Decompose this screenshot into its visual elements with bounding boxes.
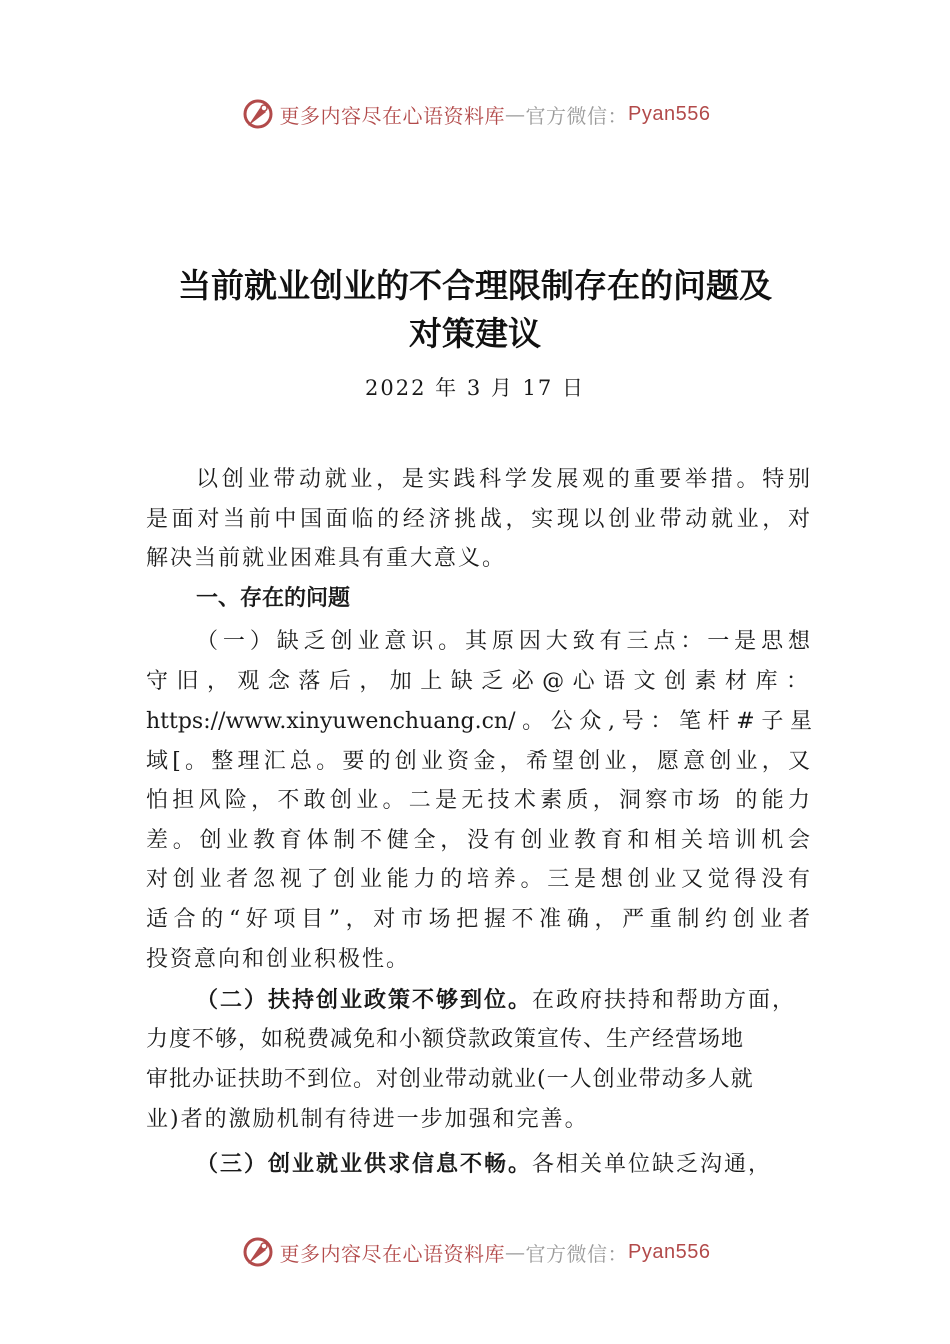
subheading-policy: （二）扶持创业政策不够到位。 [196, 987, 533, 1013]
pen-nib-logo-icon [240, 96, 276, 132]
body-line: 业)者的激励机制有待进一步加强和完善。 [146, 1107, 589, 1132]
document-title-line1: 当前就业创业的不合理限制存在的问题及 [178, 266, 772, 305]
body-line: 差。创业教育体制不健全，没有创业教育和相关培训机会 [146, 828, 812, 853]
document-date: 2022 年 3 月 17 日 [365, 376, 585, 400]
body-line: 力度不够，如税费减免和小额贷款政策宣传、生产经营场地 [146, 1027, 745, 1052]
document-title-line2: 对策建议 [409, 314, 541, 353]
body-line: https://www.xinyuwenchuang.cn/。公众,号：笔杆#子星 [146, 709, 812, 734]
body-line: 对创业者忽视了创业能力的培养。三是想创业又觉得没有 [146, 867, 812, 892]
banner-label: 官方微信： [525, 1241, 629, 1266]
body-line: （一）缺乏创业意识。其原因大致有三点：一是思想 [196, 629, 812, 654]
banner-dash: — [505, 102, 526, 126]
section-heading: 一、存在的问题 [196, 586, 351, 611]
body-line: 是面对当前中国面临的经济挑战，实现以创业带动就业，对 [146, 507, 812, 532]
body-line: 解决当前就业困难具有重大意义。 [146, 546, 507, 571]
body-text: 在政府扶持和帮助方面， [532, 988, 797, 1013]
subheading-info: （三）创业就业供求信息不畅。 [196, 1151, 533, 1177]
footer-banner [0, 1232, 950, 1272]
banner-wechat-id: Pyan556 [628, 1240, 711, 1263]
body-line [196, 982, 812, 1019]
body-line: 以创业带动就业，是实践科学发展观的重要举措。特别 [196, 467, 812, 492]
banner-site-text: 更多内容尽在心语资料库 [279, 1241, 506, 1266]
banner-site-text: 更多内容尽在心语资料库 [279, 103, 506, 128]
body-line: 域[。整理汇总。要的创业资金，希望创业，愿意创业，又 [146, 749, 812, 774]
banner-label: 官方微信： [525, 103, 629, 128]
body-line: 守旧，观念落后，加上缺乏必@心语文创素材库： [146, 669, 812, 694]
header-banner [0, 94, 950, 134]
banner-dash: — [505, 1240, 526, 1264]
body-line: 适合的“好项目”，对市场把握不准确，严重制约创业者 [146, 907, 812, 932]
banner-wechat-id: Pyan556 [628, 102, 711, 125]
body-line [196, 1146, 812, 1183]
pen-nib-logo-icon [240, 1234, 276, 1270]
body-line: 怕担风险，不敢创业。二是无技术素质，洞察市场 的能力 [146, 788, 812, 813]
body-line: 审批办证扶助不到位。对创业带动就业(一人创业带动多人就 [146, 1067, 754, 1092]
body-text: 各相关单位缺乏沟通， [532, 1152, 773, 1177]
body-line: 投资意向和创业积极性。 [146, 947, 411, 972]
